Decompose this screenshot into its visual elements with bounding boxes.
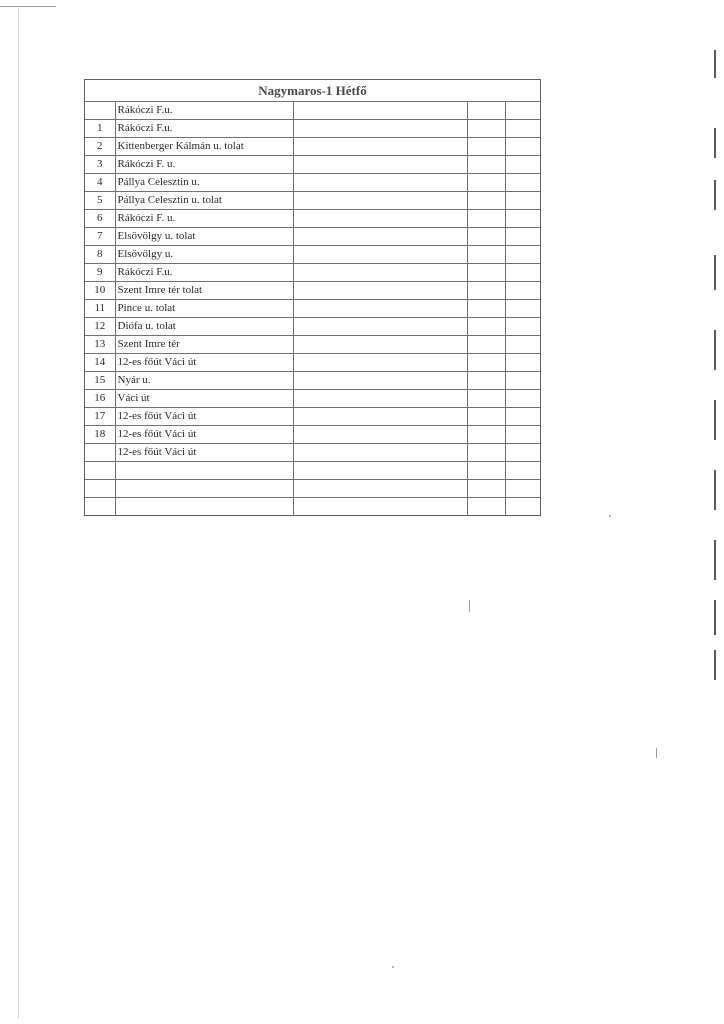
blank-cell [505, 444, 540, 462]
stop-number: 16 [85, 390, 115, 408]
stop-name: Rákóczi F. u. [115, 156, 293, 174]
blank-cell [467, 318, 505, 336]
blank-cell [505, 372, 540, 390]
stop-name: 12-es főút Váci út [115, 444, 293, 462]
stop-name: Elsövölgy u. [115, 246, 293, 264]
table-row [85, 498, 540, 516]
stop-number: 7 [85, 228, 115, 246]
blank-cell [467, 390, 505, 408]
stop-name: Váci út [115, 390, 293, 408]
blank-cell [505, 174, 540, 192]
blank-cell [467, 354, 505, 372]
blank-cell [505, 282, 540, 300]
blank-cell [505, 138, 540, 156]
blank-cell [293, 210, 467, 228]
blank-cell [293, 120, 467, 138]
stop-name: Nyár u. [115, 372, 293, 390]
blank-cell [293, 354, 467, 372]
blank-cell [293, 462, 467, 480]
blank-cell [293, 174, 467, 192]
stop-number: 1 [85, 120, 115, 138]
blank-cell [505, 336, 540, 354]
blank-cell [467, 282, 505, 300]
stop-name: Rákóczi F. u. [115, 210, 293, 228]
stop-number [85, 444, 115, 462]
blank-cell [293, 336, 467, 354]
blank-cell [467, 246, 505, 264]
stop-name: 12-es főút Váci út [115, 408, 293, 426]
blank-cell [467, 228, 505, 246]
stop-name: 12-es főút Váci út [115, 354, 293, 372]
blank-cell [293, 228, 467, 246]
stop-number: 15 [85, 372, 115, 390]
blank-cell [505, 156, 540, 174]
blank-cell [293, 408, 467, 426]
stop-number: 9 [85, 264, 115, 282]
blank-cell [467, 444, 505, 462]
sheet-title: Nagymaros-1 Hétfő [85, 80, 540, 102]
blank-cell [467, 102, 505, 120]
blank-cell [293, 300, 467, 318]
blank-cell [293, 102, 467, 120]
stop-number: 5 [85, 192, 115, 210]
table-row [85, 426, 540, 444]
stop-name: Pállya Celesztin u. tolat [115, 192, 293, 210]
table-row [85, 444, 540, 462]
table-row [85, 264, 540, 282]
blank-cell [293, 282, 467, 300]
scan-binder-marks [710, 0, 724, 1024]
blank-cell [293, 480, 467, 498]
blank-cell [467, 138, 505, 156]
blank-cell [505, 390, 540, 408]
route-table [85, 80, 540, 515]
table-row [85, 408, 540, 426]
stop-number: 6 [85, 210, 115, 228]
blank-cell [293, 426, 467, 444]
stop-number: 11 [85, 300, 115, 318]
stop-name: Szent Imre tér [115, 336, 293, 354]
blank-cell [505, 462, 540, 480]
blank-cell [467, 210, 505, 228]
blank-cell [293, 138, 467, 156]
table-row [85, 318, 540, 336]
table-row [85, 102, 540, 120]
stop-number: 13 [85, 336, 115, 354]
stop-name [115, 462, 293, 480]
blank-cell [467, 192, 505, 210]
blank-cell [467, 480, 505, 498]
blank-cell [467, 372, 505, 390]
stop-name: Pállya Celesztin u. [115, 174, 293, 192]
stop-number: 8 [85, 246, 115, 264]
blank-cell [467, 300, 505, 318]
route-table-body [85, 102, 540, 516]
blank-cell [505, 246, 540, 264]
table-row [85, 210, 540, 228]
table-row [85, 192, 540, 210]
stop-name: Pince u. tolat [115, 300, 293, 318]
stop-number [85, 480, 115, 498]
table-row [85, 336, 540, 354]
scan-left-edge [18, 8, 19, 1018]
table-row [85, 174, 540, 192]
stop-name: Elsövölgy u. tolat [115, 228, 293, 246]
blank-cell [505, 120, 540, 138]
stop-name: Rákóczi F.u. [115, 120, 293, 138]
stop-number [85, 462, 115, 480]
stop-number: 12 [85, 318, 115, 336]
stop-number: 18 [85, 426, 115, 444]
scan-speck [392, 966, 394, 968]
table-row [85, 354, 540, 372]
stop-number [85, 498, 115, 516]
stop-name [115, 480, 293, 498]
blank-cell [505, 408, 540, 426]
blank-cell [505, 102, 540, 120]
stop-name: 12-es főút Váci út [115, 426, 293, 444]
blank-cell [293, 444, 467, 462]
scan-speck [656, 748, 657, 758]
blank-cell [467, 426, 505, 444]
blank-cell [293, 318, 467, 336]
blank-cell [505, 300, 540, 318]
stop-name [115, 498, 293, 516]
blank-cell [505, 210, 540, 228]
stop-number: 14 [85, 354, 115, 372]
blank-cell [467, 462, 505, 480]
stop-name: Kittenberger Kálmán u. tolat [115, 138, 293, 156]
blank-cell [293, 372, 467, 390]
scan-speck [469, 600, 470, 612]
blank-cell [505, 354, 540, 372]
blank-cell [467, 408, 505, 426]
table-row [85, 390, 540, 408]
blank-cell [467, 156, 505, 174]
blank-cell [467, 174, 505, 192]
blank-cell [505, 192, 540, 210]
stop-number [85, 102, 115, 120]
table-row [85, 228, 540, 246]
blank-cell [505, 480, 540, 498]
blank-cell [505, 228, 540, 246]
table-row [85, 156, 540, 174]
table-row [85, 138, 540, 156]
route-sheet [84, 79, 541, 516]
stop-number: 4 [85, 174, 115, 192]
blank-cell [505, 498, 540, 516]
table-row [85, 300, 540, 318]
stop-name: Rákóczi F.u. [115, 264, 293, 282]
blank-cell [505, 426, 540, 444]
stop-name: Diófa u. tolat [115, 318, 293, 336]
scan-top-line [0, 6, 56, 7]
blank-cell [467, 264, 505, 282]
stop-number: 10 [85, 282, 115, 300]
table-row [85, 120, 540, 138]
blank-cell [293, 156, 467, 174]
blank-cell [467, 336, 505, 354]
blank-cell [293, 498, 467, 516]
blank-cell [293, 192, 467, 210]
stop-name: Rákóczi F.u. [115, 102, 293, 120]
blank-cell [505, 264, 540, 282]
stop-number: 2 [85, 138, 115, 156]
table-row [85, 246, 540, 264]
scan-speck [609, 515, 611, 517]
table-row [85, 462, 540, 480]
blank-cell [467, 498, 505, 516]
blank-cell [293, 390, 467, 408]
table-row [85, 282, 540, 300]
stop-number: 17 [85, 408, 115, 426]
blank-cell [293, 264, 467, 282]
stop-name: Szent Imre tér tolat [115, 282, 293, 300]
stop-number: 3 [85, 156, 115, 174]
table-row [85, 480, 540, 498]
blank-cell [293, 246, 467, 264]
table-row [85, 372, 540, 390]
blank-cell [505, 318, 540, 336]
blank-cell [467, 120, 505, 138]
